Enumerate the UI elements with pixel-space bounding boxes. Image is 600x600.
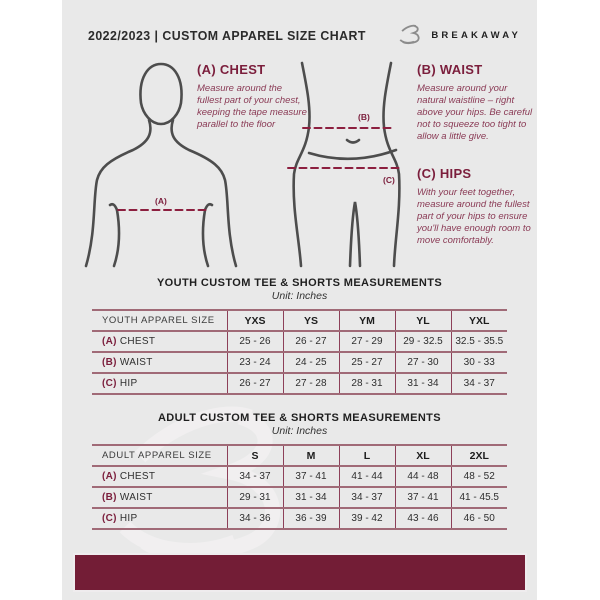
youth-size-table <box>92 309 507 395</box>
hips-guide-heading: (C) HIPS <box>417 166 472 181</box>
value-cell: 29 - 31 <box>227 487 283 508</box>
brand-lockup <box>399 22 521 49</box>
breakaway-logo-icon <box>399 22 424 49</box>
youth-chest-label <box>92 331 227 352</box>
row-name: HIP <box>119 513 138 524</box>
value-cell: 37 - 41 <box>395 487 451 508</box>
size-yxl-header: YXL <box>451 310 507 331</box>
value-cell: 24 - 25 <box>283 352 339 373</box>
waist-guide-text: Measure around your natural waistline – right above your hips. Be careful not to squeeze too tight to allow a little give. <box>417 83 533 142</box>
value-cell: 48 - 52 <box>451 466 507 487</box>
size-l-header: L <box>339 445 395 466</box>
adult-hip-label <box>92 508 227 529</box>
row-name: CHEST <box>119 471 156 482</box>
row-name: WAIST <box>119 357 153 368</box>
value-cell: 28 - 31 <box>339 373 395 394</box>
size-chart-page <box>62 0 537 600</box>
size-yxs-header: YXS <box>227 310 283 331</box>
value-cell: 27 - 29 <box>339 331 395 352</box>
value-cell: 27 - 28 <box>283 373 339 394</box>
value-cell: 41 - 45.5 <box>451 487 507 508</box>
youth-waist-label <box>92 352 227 373</box>
waist-guide <box>417 62 533 143</box>
adult-table-title: ADULT CUSTOM TEE & SHORTS MEASUREMENTS <box>157 412 442 424</box>
value-cell: 34 - 37 <box>451 373 507 394</box>
table-row <box>92 373 507 394</box>
value-cell: 44 - 48 <box>395 466 451 487</box>
waist-line-label: (B) <box>358 112 370 122</box>
row-prefix: (A) <box>102 336 117 347</box>
chest-guide-heading: (A) CHEST <box>197 62 266 77</box>
adult-size-col-header: ADULT APPAREL SIZE <box>102 450 212 461</box>
size-m-header: M <box>283 445 339 466</box>
value-cell: 26 - 27 <box>283 331 339 352</box>
table-row <box>92 331 507 352</box>
brand-name: BREAKAWAY <box>431 29 521 41</box>
adult-waist-label <box>92 487 227 508</box>
row-prefix: (A) <box>102 471 117 482</box>
value-cell: 29 - 32.5 <box>395 331 451 352</box>
value-cell: 34 - 37 <box>227 466 283 487</box>
row-prefix: (B) <box>102 492 117 503</box>
footer-accent-bar <box>73 553 527 592</box>
youth-size-col-header: YOUTH APPAREL SIZE <box>102 315 215 326</box>
waist-guide-heading: (B) WAIST <box>417 62 483 77</box>
value-cell: 25 - 27 <box>339 352 395 373</box>
value-cell: 36 - 39 <box>283 508 339 529</box>
row-prefix: (C) <box>102 513 117 524</box>
table-row <box>92 466 507 487</box>
value-cell: 23 - 24 <box>227 352 283 373</box>
value-cell: 37 - 41 <box>283 466 339 487</box>
adult-size-section <box>92 412 507 530</box>
hips-line-label: (C) <box>383 175 395 185</box>
adult-table-unit: Unit: Inches <box>271 425 328 437</box>
chest-line-label: (A) <box>155 196 167 206</box>
youth-size-section <box>92 277 507 395</box>
adult-size-table <box>92 444 507 530</box>
table-row <box>92 352 507 373</box>
adult-header-row <box>92 445 507 466</box>
chest-guide-text: Measure around the fullest part of your chest, keeping the tape measure parallel to the floor <box>197 83 307 130</box>
size-ys-header: YS <box>283 310 339 331</box>
row-name: WAIST <box>119 492 153 503</box>
value-cell: 25 - 26 <box>227 331 283 352</box>
youth-hip-label <box>92 373 227 394</box>
size-ym-header: YM <box>339 310 395 331</box>
value-cell: 41 - 44 <box>339 466 395 487</box>
value-cell: 34 - 37 <box>339 487 395 508</box>
value-cell: 46 - 50 <box>451 508 507 529</box>
value-cell: 34 - 36 <box>227 508 283 529</box>
value-cell: 27 - 30 <box>395 352 451 373</box>
value-cell: 32.5 - 35.5 <box>451 331 507 352</box>
size-xl-header: XL <box>395 445 451 466</box>
value-cell: 31 - 34 <box>283 487 339 508</box>
page-title: 2022/2023 | CUSTOM APPAREL SIZE CHART <box>88 27 366 43</box>
size-2xl-header: 2XL <box>451 445 507 466</box>
value-cell: 31 - 34 <box>395 373 451 394</box>
value-cell: 39 - 42 <box>339 508 395 529</box>
value-cell: 30 - 33 <box>451 352 507 373</box>
youth-header-row <box>92 310 507 331</box>
table-row <box>92 487 507 508</box>
row-prefix: (C) <box>102 378 117 389</box>
size-s-header: S <box>227 445 283 466</box>
row-name: CHEST <box>119 336 156 347</box>
youth-table-unit: Unit: Inches <box>271 290 328 302</box>
size-yl-header: YL <box>395 310 451 331</box>
adult-chest-label <box>92 466 227 487</box>
row-name: HIP <box>119 378 138 389</box>
page-header <box>62 18 537 52</box>
hips-guide <box>417 166 533 247</box>
youth-table-title: YOUTH CUSTOM TEE & SHORTS MEASUREMENTS <box>156 277 443 289</box>
value-cell: 43 - 46 <box>395 508 451 529</box>
table-row <box>92 508 507 529</box>
hips-guide-text: With your feet together, measure around the fullest part of your hips to ensure you'll have enough room to move comfortably. <box>417 187 531 246</box>
row-prefix: (B) <box>102 357 117 368</box>
chest-guide <box>197 62 309 131</box>
value-cell: 26 - 27 <box>227 373 283 394</box>
